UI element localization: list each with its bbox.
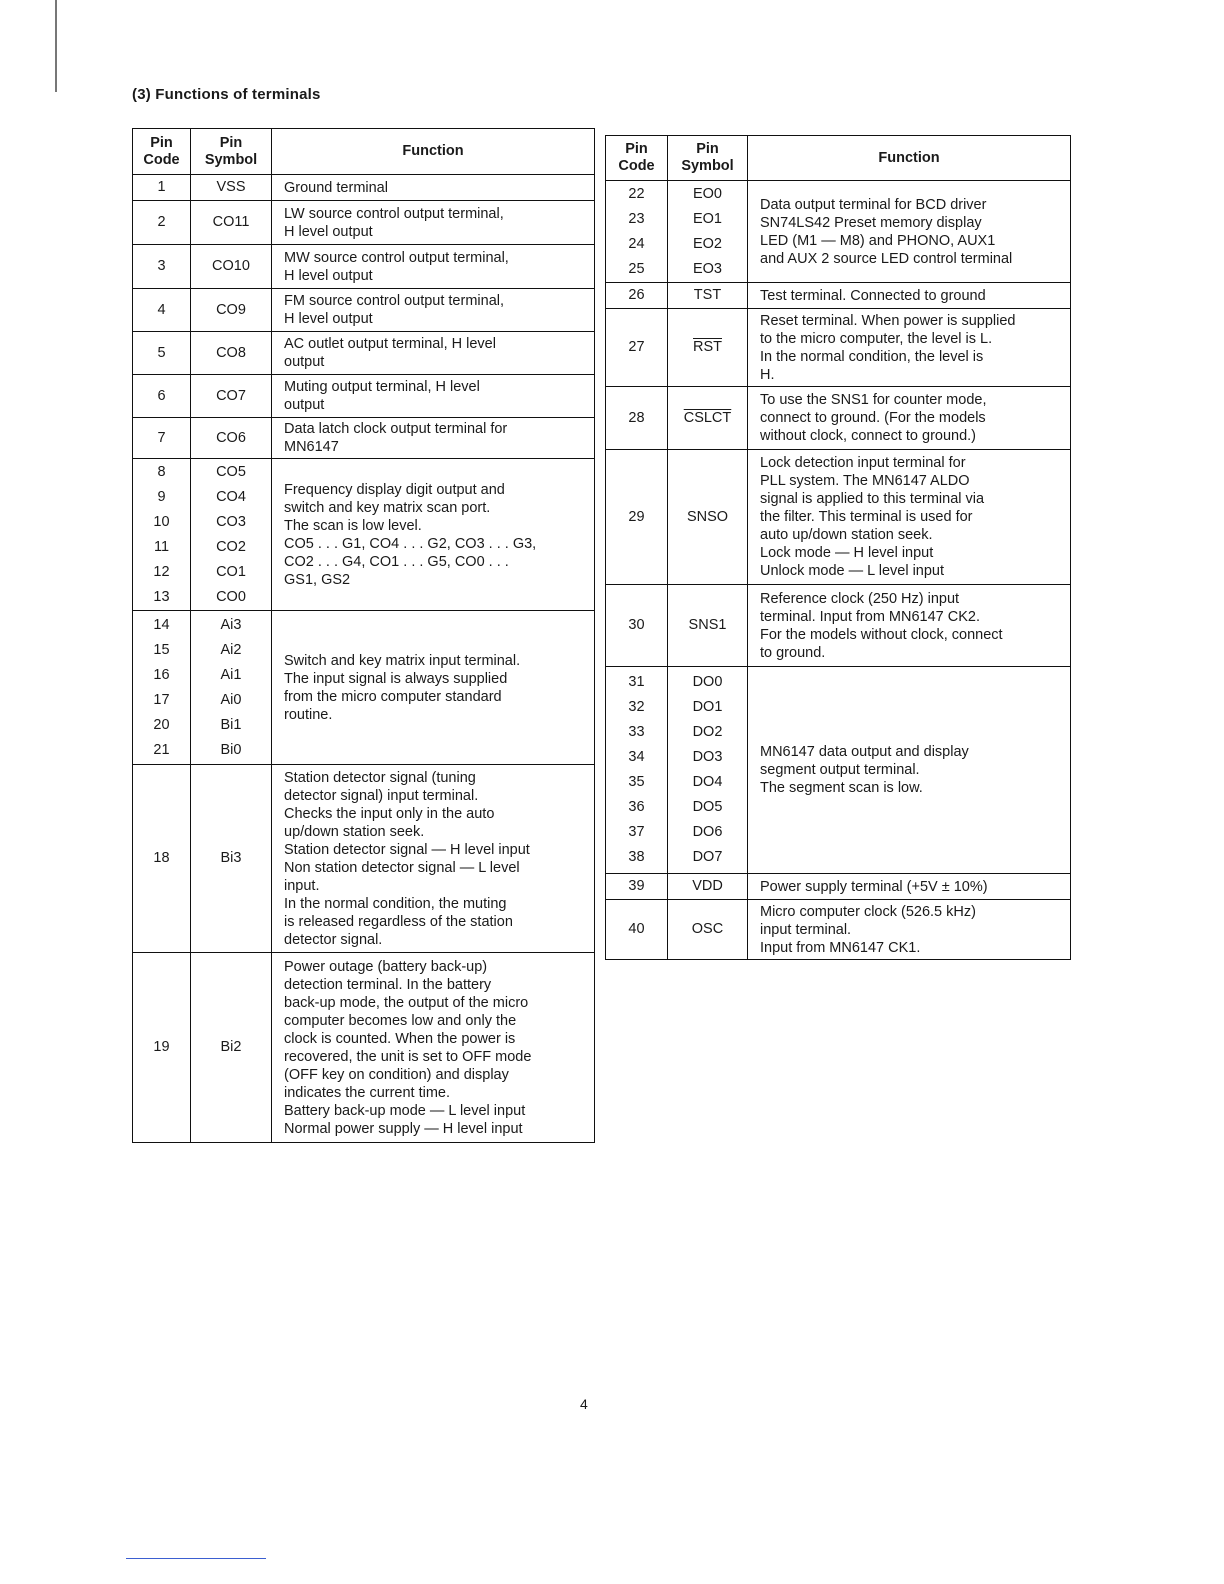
pin-symbol: CO1 [216,563,246,580]
pin-code-cell [606,283,668,309]
function-line: to the micro computer, the level is L. [760,330,993,347]
function-line: Muting output terminal, H level [284,379,480,395]
pin-code: 34 [628,749,645,765]
table-row [133,953,595,1143]
function-line: recovered, the unit is set to OFF mode [284,1048,532,1065]
pin-code-cell [133,201,191,245]
pin-symbol-cell [668,387,748,450]
pin-code: 16 [153,666,170,683]
header-pin-code: Pin Code [133,129,191,175]
table-row [606,309,1071,387]
pin-code: 33 [628,724,645,740]
pin-symbol: SNS1 [688,617,727,633]
pin-code: 30 [628,617,645,633]
pin-code: 28 [628,409,645,426]
function-line: Checks the input only in the auto [284,805,495,822]
pin-symbol-cell [191,201,272,245]
pin-symbol: Ai0 [220,691,242,708]
function-line: the filter. This terminal is used for [760,509,973,525]
pin-symbol: DO0 [692,674,723,690]
function-line: back-up mode, the output of the micro [284,994,529,1011]
pin-symbol-cell [668,309,748,387]
function-line: Non station detector signal — L level [284,859,520,876]
pin-code: 27 [628,339,645,355]
function-line: computer becomes low and only the [284,1012,517,1029]
function-line: input terminal. [760,921,852,938]
pin-code-cell [606,900,668,960]
function-line: The input signal is always supplied [284,670,508,687]
pin-code-cell [606,387,668,450]
table-row [133,201,595,245]
pin-code: 23 [628,210,645,227]
function-line: detector signal. [284,931,383,948]
pin-code: 4 [157,301,166,318]
pin-code: 38 [628,849,645,865]
function-line: H level output [284,223,373,240]
pin-symbol-cell [668,900,748,960]
table-row [133,289,595,332]
pin-code-cell [133,459,191,611]
function-cell [748,309,1071,387]
pin-symbol: EO1 [692,210,722,227]
function-line: segment output terminal. [760,762,920,778]
header-function: Function [272,129,595,175]
pin-symbol: DO2 [692,724,723,740]
function-line: Switch and key matrix input terminal. [284,652,521,669]
pin-code: 6 [157,387,166,404]
function-line: In the normal condition, the muting [284,895,507,912]
pin-code: 32 [628,699,645,715]
pin-symbol: Ai3 [220,616,242,633]
function-line: MN6147 data output and display [760,744,969,760]
pin-symbol: CO0 [216,588,246,605]
function-line: is released regardless of the station [284,913,513,930]
table-row [133,765,595,953]
pin-code: 17 [153,691,170,708]
pin-code: 31 [628,674,645,690]
function-line: clock is counted. When the power is [284,1030,516,1047]
function-cell [748,874,1071,900]
pin-symbol: CO10 [212,258,250,274]
pin-code-cell [606,181,668,283]
function-line: (OFF key on condition) and display [284,1066,509,1083]
function-line: Frequency display digit output and [284,481,505,498]
function-cell [272,375,595,418]
pin-code: 8 [157,463,166,480]
function-line: terminal. Input from MN6147 CK2. [760,608,981,625]
pin-symbol-cell [191,765,272,953]
function-line: output [284,354,325,370]
pin-symbol: VSS [216,179,246,195]
function-cell [748,450,1071,585]
pin-code: 39 [628,878,645,894]
pin-symbol-cell [668,181,748,283]
pin-code-cell [133,953,191,1143]
function-line: auto up/down station seek. [760,527,933,543]
pin-symbol: CO4 [216,488,246,505]
function-line: Input from MN6147 CK1. [760,939,921,956]
pin-code: 13 [153,588,170,605]
pin-code: 29 [628,508,645,525]
pin-symbol: CO6 [216,429,246,446]
pin-code-cell [606,309,668,387]
function-line: detector signal) input terminal. [284,787,479,804]
pin-symbol-cell [668,450,748,585]
function-line: Station detector signal (tuning [284,769,476,786]
function-cell [748,283,1071,309]
function-cell [272,765,595,953]
function-cell [272,175,595,201]
pin-code: 36 [628,799,645,815]
function-line: routine. [284,706,333,723]
pin-code: 19 [153,1039,170,1055]
pin-symbol-cell [668,283,748,309]
terminal-table-left [132,128,595,1143]
function-line: Station detector signal — H level input [284,841,530,858]
pin-symbol-cell [191,375,272,418]
table-row [133,459,595,611]
pin-symbol-cell [191,289,272,332]
function-cell [272,289,595,332]
pin-code-cell [606,450,668,585]
function-line: Power outage (battery back-up) [284,958,488,975]
table-row [606,667,1071,874]
function-line: PLL system. The MN6147 ALDO [760,473,970,489]
pin-code-cell [133,175,191,201]
function-cell [272,332,595,375]
pin-code: 14 [153,616,170,633]
pin-symbol: Ai2 [220,641,242,658]
function-line: The segment scan is low. [760,780,923,796]
pin-code: 15 [153,641,170,658]
pin-code: 22 [628,185,645,202]
pin-code-cell [606,585,668,667]
pin-symbol-cell [668,585,748,667]
function-line: To use the SNS1 for counter mode, [760,392,987,408]
function-line: signal is applied to this terminal via [760,491,985,507]
pin-symbol: Bi3 [220,850,242,866]
function-cell [748,387,1071,450]
function-line: H. [760,366,775,383]
function-line: Power supply terminal (+5V ± 10%) [760,878,988,895]
pin-code: 10 [153,513,170,530]
table-row [133,375,595,418]
pin-code-cell [133,375,191,418]
pin-code-cell [606,874,668,900]
pin-code: 1 [157,179,166,195]
function-line: LED (M1 — M8) and PHONO, AUX1 [760,232,996,249]
function-line: Battery back-up mode — L level input [284,1102,526,1119]
function-line: without clock, connect to ground.) [760,428,977,444]
function-line: AC outlet output terminal, H level [284,336,496,352]
function-line: Data latch clock output terminal for [284,421,508,437]
pin-symbol: EO3 [692,260,722,277]
function-line: MW source control output terminal, [284,249,509,266]
pin-symbol-cell [191,611,272,765]
function-cell [748,181,1071,283]
pin-code: 25 [628,260,645,277]
table-row [133,332,595,375]
pin-code: 5 [157,344,166,361]
function-line: For the models without clock, connect [760,626,1003,643]
pin-symbol: OSC [691,921,724,937]
pin-code-cell [133,289,191,332]
table-row [606,900,1071,960]
function-line: H level output [284,311,373,327]
function-line: switch and key matrix scan port. [284,499,491,516]
pin-symbol: DO7 [692,849,723,865]
pin-symbol-cell [191,459,272,611]
header-function: Function [748,136,1071,181]
function-line: detection terminal. In the battery [284,976,492,993]
pin-code-cell [133,332,191,375]
header-pin-symbol: Pin Symbol [668,136,748,181]
function-line: connect to ground. (For the models [760,410,986,426]
function-line: Lock detection input terminal for [760,455,966,471]
pin-symbol: DO1 [692,699,723,715]
function-line: Lock mode — H level input [760,545,934,561]
function-line: LW source control output terminal, [284,205,504,222]
pin-code-cell [133,611,191,765]
function-line: Reference clock (250 Hz) input [760,590,960,607]
function-line: The scan is low level. [284,517,422,534]
pin-code: 24 [628,235,645,252]
function-cell [272,953,595,1143]
pin-code-cell [133,418,191,459]
pin-symbol: CO9 [216,301,246,318]
pin-symbol: CSLCT [683,409,732,426]
pin-symbol: Bi0 [220,741,242,758]
function-cell [748,667,1071,874]
pin-symbol: $\overline{RST}$ [693,339,722,355]
pin-symbol: CO8 [216,344,246,361]
pin-symbol: DO5 [692,799,723,815]
function-cell [272,611,595,765]
function-line: GS1, GS2 [284,571,351,588]
pin-code: 2 [157,214,166,230]
pin-code: 7 [157,429,166,446]
function-cell [272,245,595,289]
pin-symbol-cell [668,667,748,874]
function-line: from the micro computer standard [284,688,502,705]
function-line: Normal power supply — H level input [284,1120,523,1137]
header-pin-symbol: Pin Symbol [191,129,272,175]
pin-symbol: DO4 [692,774,723,790]
function-line: H level output [284,267,373,284]
pin-code: 18 [153,850,170,866]
pin-symbol: DO6 [692,824,723,840]
function-cell [748,900,1071,960]
pin-symbol: CO2 [216,538,246,555]
pin-symbol: CO5 [216,463,246,480]
margin-rule [55,0,57,92]
table-row [606,450,1071,585]
pin-code: 12 [153,563,170,580]
table-row [133,611,595,765]
pin-code: 11 [153,538,170,555]
function-line: and AUX 2 source LED control terminal [760,250,1013,267]
function-line: Micro computer clock (526.5 kHz) [760,903,976,920]
table-row [133,418,595,459]
table-row [606,181,1071,283]
function-line: In the normal condition, the level is [760,348,984,365]
page-number: 4 [580,1396,588,1412]
pin-code-cell [606,667,668,874]
function-line: input. [284,877,320,894]
pin-code: 9 [157,488,166,505]
function-line: CO5 . . . G1, CO4 . . . G2, CO3 . . . G3, [284,535,537,552]
pin-code-cell [133,765,191,953]
function-cell [272,201,595,245]
pin-code-cell [133,245,191,289]
pin-symbol: TST [693,287,722,303]
pin-symbol-cell [191,953,272,1143]
pin-symbol: Bi2 [220,1039,242,1055]
pin-code: 26 [628,287,645,303]
function-line: FM source control output terminal, [284,293,505,309]
terminal-table-right [605,135,1071,960]
pin-code: 35 [628,774,645,790]
table-row [133,175,595,201]
function-line: Unlock mode — L level input [760,563,945,579]
function-line: output [284,397,325,413]
footer-rule [126,1558,266,1559]
function-line: SN74LS42 Preset memory display [760,214,982,231]
function-line: to ground. [760,644,826,661]
function-line: up/down station seek. [284,823,425,840]
pin-symbol-cell [191,175,272,201]
pin-symbol: Bi1 [220,716,242,733]
function-line: Test terminal. Connected to ground [760,287,986,304]
section-title: (3) Functions of terminals [132,86,321,103]
pin-symbol: CO11 [212,214,250,230]
header-pin-code: Pin Code [606,136,668,181]
pin-symbol: DO3 [692,749,723,765]
function-cell [748,585,1071,667]
pin-symbol: EO2 [692,235,722,252]
pin-symbol-cell [668,874,748,900]
table-row [606,585,1071,667]
function-cell [272,459,595,611]
function-line: Data output terminal for BCD driver [760,196,987,213]
pin-symbol: VDD [692,878,723,894]
pin-symbol-cell [191,245,272,289]
pin-code: 3 [157,258,166,274]
table-row [606,874,1071,900]
table-row [606,387,1071,450]
pin-symbol: SNSO [686,508,729,525]
table-row [606,283,1071,309]
function-line: Reset terminal. When power is supplied [760,312,1016,329]
pin-symbol: CO7 [216,387,246,404]
pin-code: 40 [628,921,645,937]
function-line: MN6147 [284,439,339,455]
function-line: Ground terminal [284,179,388,196]
function-cell [272,418,595,459]
pin-code: 20 [153,716,170,733]
pin-symbol: EO0 [692,185,722,202]
pin-code: 37 [628,824,645,840]
table-row [133,245,595,289]
pin-symbol: CO3 [216,513,246,530]
pin-symbol-cell [191,332,272,375]
function-line: CO2 . . . G4, CO1 . . . G5, CO0 . . . [284,553,509,570]
pin-symbol-cell [191,418,272,459]
pin-code: 21 [153,741,170,758]
function-line: indicates the current time. [284,1084,451,1101]
pin-symbol: Ai1 [220,666,242,683]
